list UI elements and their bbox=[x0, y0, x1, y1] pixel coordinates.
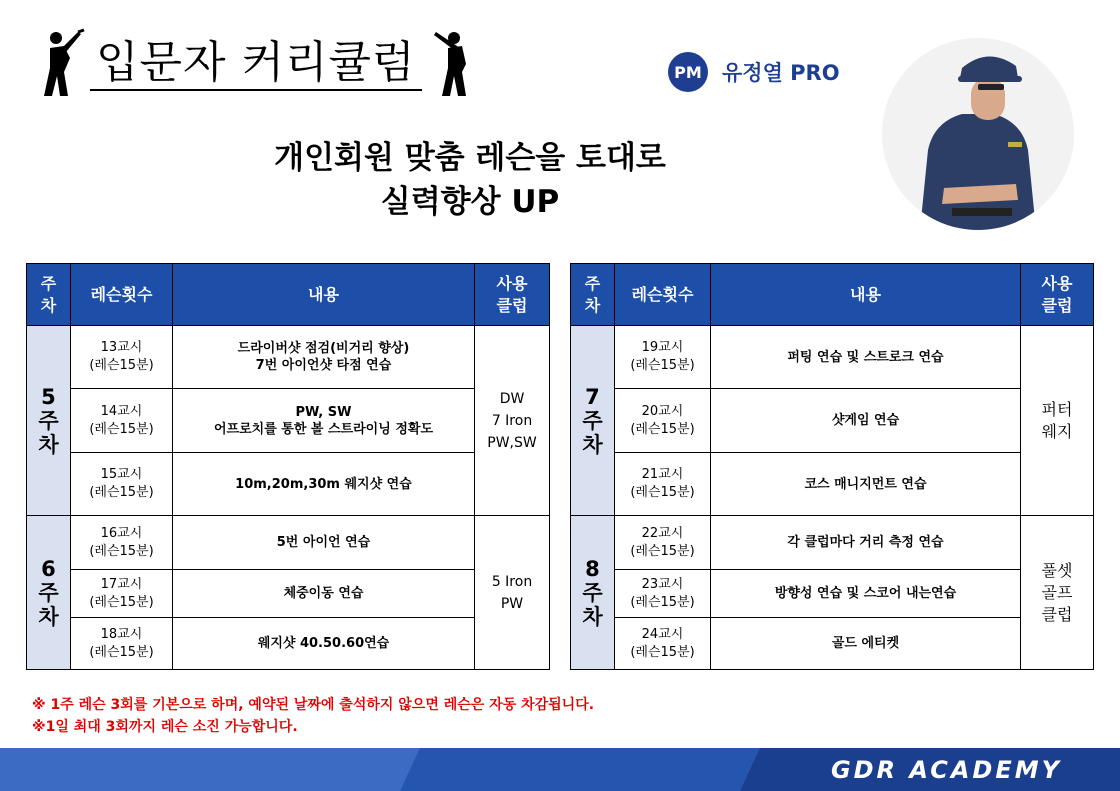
golfer-right-icon bbox=[428, 28, 474, 100]
session-cell: 15교시 (레슨15분) bbox=[71, 453, 173, 516]
session-cell: 17교시 (레슨15분) bbox=[71, 570, 173, 618]
pro-info bbox=[668, 52, 840, 92]
content-cell: 퍼팅 연습 및 스트로크 연습 bbox=[711, 326, 1021, 389]
table-row bbox=[27, 326, 550, 389]
session-cell: 22교시 (레슨15분) bbox=[615, 516, 711, 570]
content-cell: 10m,20m,30m 웨지샷 연습 bbox=[173, 453, 475, 516]
header-content: 내용 bbox=[173, 264, 475, 326]
curriculum-table-right bbox=[570, 263, 1094, 670]
table-row bbox=[27, 389, 550, 453]
session-cell: 13교시 (레슨15분) bbox=[71, 326, 173, 389]
clubs-cell: DW 7 Iron PW,SW bbox=[475, 326, 550, 516]
session-cell: 21교시 (레슨15분) bbox=[615, 453, 711, 516]
week-cell: 8 주 차 bbox=[571, 516, 615, 670]
footer-logo: GDR ACADEMY bbox=[830, 756, 1062, 784]
header-session: 레슨횟수 bbox=[615, 264, 711, 326]
content-cell: 샷게임 연습 bbox=[711, 389, 1021, 453]
content-cell: 골드 에티켓 bbox=[711, 618, 1021, 670]
week-cell: 7 주 차 bbox=[571, 326, 615, 516]
content-cell: 드라이버샷 점검(비거리 향상) 7번 아이언샷 타점 연습 bbox=[173, 326, 475, 389]
note-line: ※1일 최대 3회까지 레슨 소진 가능합니다. bbox=[32, 719, 298, 735]
table-row bbox=[27, 516, 550, 570]
clubs-cell: 퍼터 웨지 bbox=[1021, 326, 1094, 516]
pm-badge: PM bbox=[668, 52, 708, 92]
header-content: 내용 bbox=[711, 264, 1021, 326]
content-cell: 방향성 연습 및 스코어 내는연습 bbox=[711, 570, 1021, 618]
content-cell: 각 클럽마다 거리 측정 연습 bbox=[711, 516, 1021, 570]
week-cell: 6 주 차 bbox=[27, 516, 71, 670]
table-row bbox=[571, 326, 1094, 389]
headline-line1: 개인회원 맞춤 레슨을 토대로 bbox=[274, 140, 666, 176]
page-title: 입문자 커리큘럼 bbox=[90, 37, 422, 91]
table-row bbox=[27, 570, 550, 618]
session-cell: 14교시 (레슨15분) bbox=[71, 389, 173, 453]
table-row bbox=[571, 570, 1094, 618]
content-cell: 코스 매니지먼트 연습 bbox=[711, 453, 1021, 516]
table-header-row bbox=[571, 264, 1094, 326]
clubs-cell: 풀셋 골프 클럽 bbox=[1021, 516, 1094, 670]
content-cell: PW, SW 어프로치를 통한 볼 스트라이닝 정확도 bbox=[173, 389, 475, 453]
clubs-cell: 5 Iron PW bbox=[475, 516, 550, 670]
session-cell: 24교시 (레슨15분) bbox=[615, 618, 711, 670]
curriculum-table-left bbox=[26, 263, 550, 670]
table-row bbox=[27, 453, 550, 516]
instructor-photo bbox=[882, 38, 1074, 230]
table-header-row bbox=[27, 264, 550, 326]
session-cell: 16교시 (레슨15분) bbox=[71, 516, 173, 570]
table-row bbox=[571, 453, 1094, 516]
instructor-illustration bbox=[882, 38, 1074, 230]
table-row bbox=[27, 618, 550, 670]
session-cell: 23교시 (레슨15분) bbox=[615, 570, 711, 618]
content-cell: 웨지샷 40.50.60연습 bbox=[173, 618, 475, 670]
note-line: ※ 1주 레슨 3회를 기본으로 하며, 예약된 날짜에 출석하지 않으면 레슨은 자동 차감됩니다. bbox=[32, 697, 595, 713]
content-cell: 5번 아이언 연습 bbox=[173, 516, 475, 570]
table-row bbox=[571, 389, 1094, 453]
session-cell: 19교시 (레슨15분) bbox=[615, 326, 711, 389]
header-week: 주 차 bbox=[27, 264, 71, 326]
notes bbox=[32, 694, 594, 738]
golfer-left-icon bbox=[40, 28, 86, 100]
week-cell: 5 주 차 bbox=[27, 326, 71, 516]
session-cell: 20교시 (레슨15분) bbox=[615, 389, 711, 453]
title-area bbox=[40, 24, 474, 104]
header-clubs: 사용 클럽 bbox=[475, 264, 550, 326]
table-row bbox=[571, 516, 1094, 570]
header-session: 레슨횟수 bbox=[71, 264, 173, 326]
table-row bbox=[571, 618, 1094, 670]
header-clubs: 사용 클럽 bbox=[1021, 264, 1094, 326]
headline bbox=[220, 136, 720, 224]
session-cell: 18교시 (레슨15분) bbox=[71, 618, 173, 670]
header-week: 주 차 bbox=[571, 264, 615, 326]
headline-line2: 실력향상 UP bbox=[380, 184, 560, 220]
pro-name: 유정열 PRO bbox=[722, 61, 840, 85]
content-cell: 체중이동 연습 bbox=[173, 570, 475, 618]
